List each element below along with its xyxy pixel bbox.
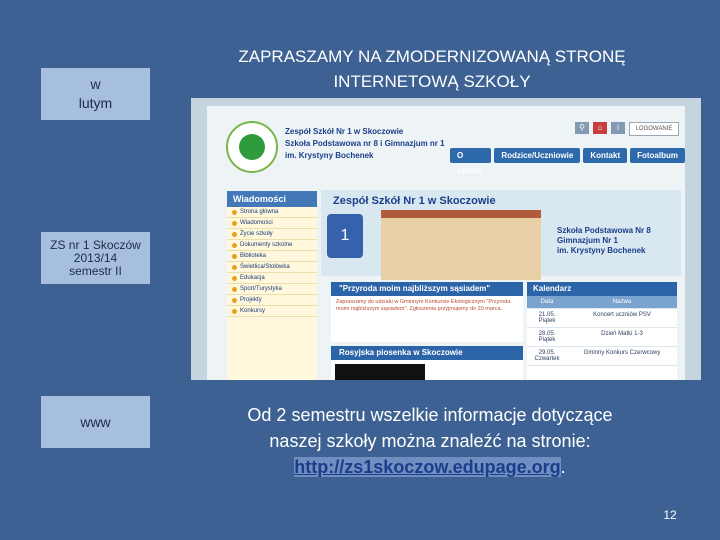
bullet-icon (232, 210, 237, 215)
website-page (207, 106, 685, 380)
school-website-link[interactable]: http://zs1skoczow.edupage.org (294, 457, 561, 477)
bullet-icon (232, 309, 237, 314)
calendar-row[interactable] (527, 328, 677, 347)
school-box-line2: 2013/14 (73, 250, 118, 265)
banner-sub-line-2: Gimnazjum Nr 1 (557, 236, 618, 245)
date-box (41, 68, 150, 120)
home-icon[interactable]: ⌂ (593, 122, 607, 134)
login-button[interactable]: LOGOWANIE (629, 122, 679, 136)
bullet-icon (232, 221, 237, 226)
school-line-3: im. Krystyny Bochenek (285, 151, 374, 160)
news-item[interactable]: Strona główna (227, 207, 317, 218)
school-building-image (381, 210, 541, 280)
video-thumbnail[interactable] (335, 364, 425, 380)
news-item[interactable]: Konkursy (227, 306, 317, 317)
website-screenshot (191, 98, 701, 380)
date-box-line1: w (90, 76, 101, 92)
article-card-2[interactable] (331, 346, 523, 380)
banner-title: Zespół Szkół Nr 1 w Skoczowie (333, 195, 496, 207)
calendar-panel (527, 282, 677, 380)
bullet-icon (232, 243, 237, 248)
article2-title[interactable]: Rosyjska piosenka w Skoczowie (331, 346, 523, 360)
nav-kontakt[interactable]: Kontakt (583, 148, 627, 163)
bullet-icon (232, 298, 237, 303)
bullet-icon (232, 254, 237, 259)
calendar-event: Gminny Konkurs Czerwcowy (583, 350, 661, 356)
calendar-header-name: Nazwa (612, 299, 632, 305)
calendar-row[interactable] (527, 309, 677, 328)
calendar-header-row (527, 296, 677, 309)
school-box-line1: ZS nr 1 Skoczów (50, 237, 141, 252)
news-item[interactable]: Biblioteka (227, 251, 317, 262)
news-item[interactable]: Świetlica/Stołówka (227, 262, 317, 273)
school-box (41, 232, 150, 284)
caption-end: . (560, 457, 566, 477)
calendar-title: Kalendarz (527, 282, 677, 296)
nav-fotoalbum[interactable]: Fotoalbum (630, 148, 685, 163)
calendar-row[interactable] (527, 347, 677, 366)
article-text: Zapraszamy do udziału w Gminnym Konkursie Ekologicznym "Przyroda moim najbliższym sąsiadem". Zgłoszenia przyjmujemy do 20 marca. (336, 299, 511, 312)
school-crest-icon: 1 (327, 214, 363, 258)
school-box-line3: semestr II (69, 263, 122, 278)
nav-o-szkole[interactable]: O szkole (450, 148, 491, 163)
slide-title: ZAPRASZAMY NA ZMODERNIZOWANĄ STRONĘ INTERNETOWĄ SZKOŁY (238, 47, 626, 91)
news-item[interactable]: Sport/Turystyka (227, 284, 317, 295)
nav-rodzice-uczniowie[interactable]: Rodzice/Uczniowie (494, 148, 580, 163)
top-navigation (450, 148, 685, 175)
calendar-event: Koncert uczniów PSV (593, 312, 651, 318)
news-sidebar (227, 191, 317, 380)
school-line-1: Zespół Szkół Nr 1 w Skoczowie (285, 127, 404, 136)
news-item[interactable]: Wiadomości (227, 218, 317, 229)
www-box-label: www (80, 413, 111, 430)
calendar-date: 29.05. Czwartek (534, 350, 560, 362)
school-logo-icon (226, 121, 278, 173)
banner-sub-line-1: Szkoła Podstawowa Nr 8 (557, 226, 651, 235)
calendar-event: Dzień Matki 1-3 (601, 331, 643, 337)
bullet-icon (232, 232, 237, 237)
bullet-icon (232, 265, 237, 270)
www-box (41, 396, 150, 448)
banner-subtitle (557, 226, 651, 256)
news-title: Wiadomości (227, 191, 317, 207)
calendar-header-date: Data (540, 299, 554, 305)
news-item[interactable]: Życie szkoły (227, 229, 317, 240)
toolbar (575, 122, 625, 134)
bullet-icon (232, 287, 237, 292)
news-item[interactable]: Projekty (227, 295, 317, 306)
caption-text: Od 2 semestru wszelkie informacje dotyczące naszej szkoły można znaleźć na stronie: (247, 405, 613, 451)
article-title[interactable]: "Przyroda moim najbliższym sąsiadem" (331, 282, 523, 296)
calendar-date: 21.05. Piątek (538, 312, 556, 324)
info-icon[interactable]: i (611, 122, 625, 134)
date-box-line2: lutym (78, 95, 113, 111)
slide-caption (230, 402, 630, 480)
article-card[interactable] (331, 282, 523, 342)
search-icon[interactable]: ⚲ (575, 122, 589, 134)
school-line-2: Szkoła Podstawowa nr 8 i Gimnazjum nr 1 (285, 139, 445, 148)
page-number: 12 (663, 508, 677, 522)
banner-sub-line-3: im. Krystyny Bochenek (557, 246, 646, 255)
school-banner (321, 190, 681, 276)
calendar-date: 28.05. Piątek (538, 331, 556, 343)
news-item[interactable]: Dokumenty szkolne (227, 240, 317, 251)
bullet-icon (232, 276, 237, 281)
news-item[interactable]: Edukacja (227, 273, 317, 284)
school-header (285, 126, 445, 162)
